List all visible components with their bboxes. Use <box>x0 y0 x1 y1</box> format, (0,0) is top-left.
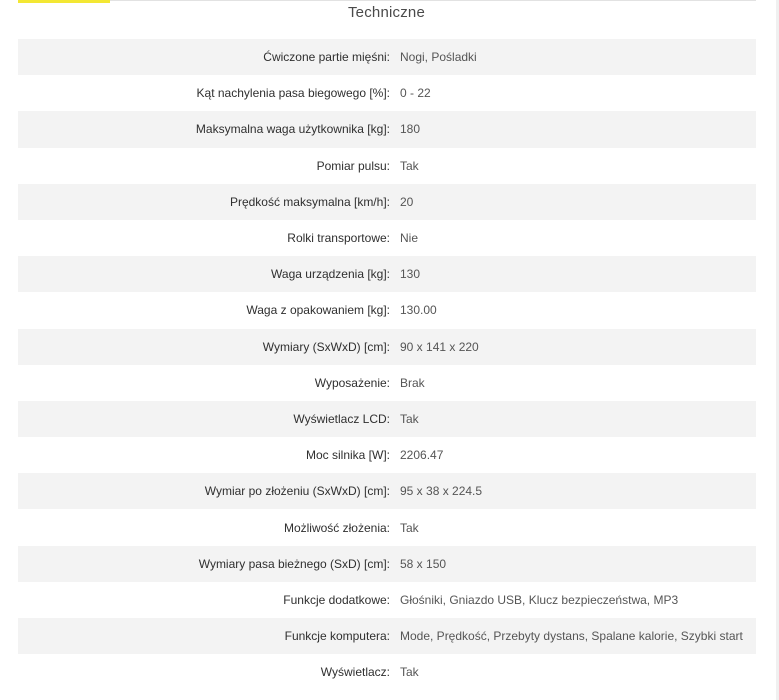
spec-label: Funkcje dodatkowe: <box>283 592 390 607</box>
spec-value: 2206.47 <box>400 448 444 463</box>
spec-label: Funkcje komputera: <box>284 629 390 644</box>
spec-value: 58 x 150 <box>400 556 447 571</box>
spec-row <box>18 401 756 437</box>
spec-row <box>18 184 756 220</box>
spec-value: Mode, Prędkość, Przebyty dystans, Spalane kalorie, Szybki start <box>400 629 743 644</box>
spec-value: Tak <box>400 411 419 426</box>
spec-table <box>18 39 756 690</box>
spec-row <box>18 329 756 365</box>
spec-row <box>18 292 756 328</box>
spec-row <box>18 111 756 147</box>
spec-label: Ćwiczone partie mięśni: <box>263 50 390 65</box>
spec-value: Nie <box>400 231 419 246</box>
spec-row <box>18 546 756 582</box>
spec-label: Kąt nachylenia pasa biegowego [%]: <box>196 86 390 101</box>
spec-row <box>18 75 756 111</box>
spec-label: Waga z opakowaniem [kg]: <box>246 303 390 318</box>
spec-value: 90 x 141 x 220 <box>400 339 479 354</box>
spec-row <box>18 256 756 292</box>
spec-row <box>18 654 756 690</box>
spec-row <box>18 509 756 545</box>
spec-row <box>18 365 756 401</box>
spec-row <box>18 220 756 256</box>
section-title: Techniczne <box>347 4 426 21</box>
spec-value: 95 x 38 x 224.5 <box>400 484 483 499</box>
spec-label: Wyposażenie: <box>314 375 390 390</box>
spec-value: 180 <box>400 122 421 137</box>
spec-value: 130 <box>400 267 421 282</box>
spec-row <box>18 148 756 184</box>
spec-label: Moc silnika [W]: <box>305 448 390 463</box>
spec-value: Tak <box>400 158 419 173</box>
spec-label: Waga urządzenia [kg]: <box>271 267 390 282</box>
spec-label: Maksymalna waga użytkownika [kg]: <box>195 122 390 137</box>
spec-value: Głośniki, Gniazdo USB, Klucz bezpieczeństwa, MP3 <box>400 592 679 607</box>
spec-value: Tak <box>400 520 419 535</box>
spec-value: 0 - 22 <box>400 86 431 101</box>
spec-label: Wymiary pasa bieżnego (SxD) [cm]: <box>198 556 390 571</box>
spec-label: Pomiar pulsu: <box>316 158 390 173</box>
spec-value: Brak <box>400 375 425 390</box>
spec-label: Wyświetlacz LCD: <box>293 411 390 426</box>
spec-value: 130.00 <box>400 303 437 318</box>
spec-label: Wymiar po złożeniu (SxWxD) [cm]: <box>204 484 390 499</box>
spec-value: 20 <box>400 194 414 209</box>
spec-label: Wymiary (SxWxD) [cm]: <box>262 339 390 354</box>
top-divider <box>18 0 756 1</box>
spec-row <box>18 437 756 473</box>
spec-value: Nogi, Pośladki <box>400 50 477 65</box>
spec-row <box>18 473 756 509</box>
spec-label: Rolki transportowe: <box>287 231 390 246</box>
spec-label: Prędkość maksymalna [km/h]: <box>229 194 390 209</box>
spec-value: Tak <box>400 665 419 680</box>
spec-row <box>18 618 756 654</box>
spec-label: Wyświetlacz: <box>320 665 390 680</box>
active-tab-indicator <box>18 0 110 3</box>
spec-label: Możliwość złożenia: <box>283 520 390 535</box>
spec-row <box>18 582 756 618</box>
spec-row <box>18 39 756 75</box>
